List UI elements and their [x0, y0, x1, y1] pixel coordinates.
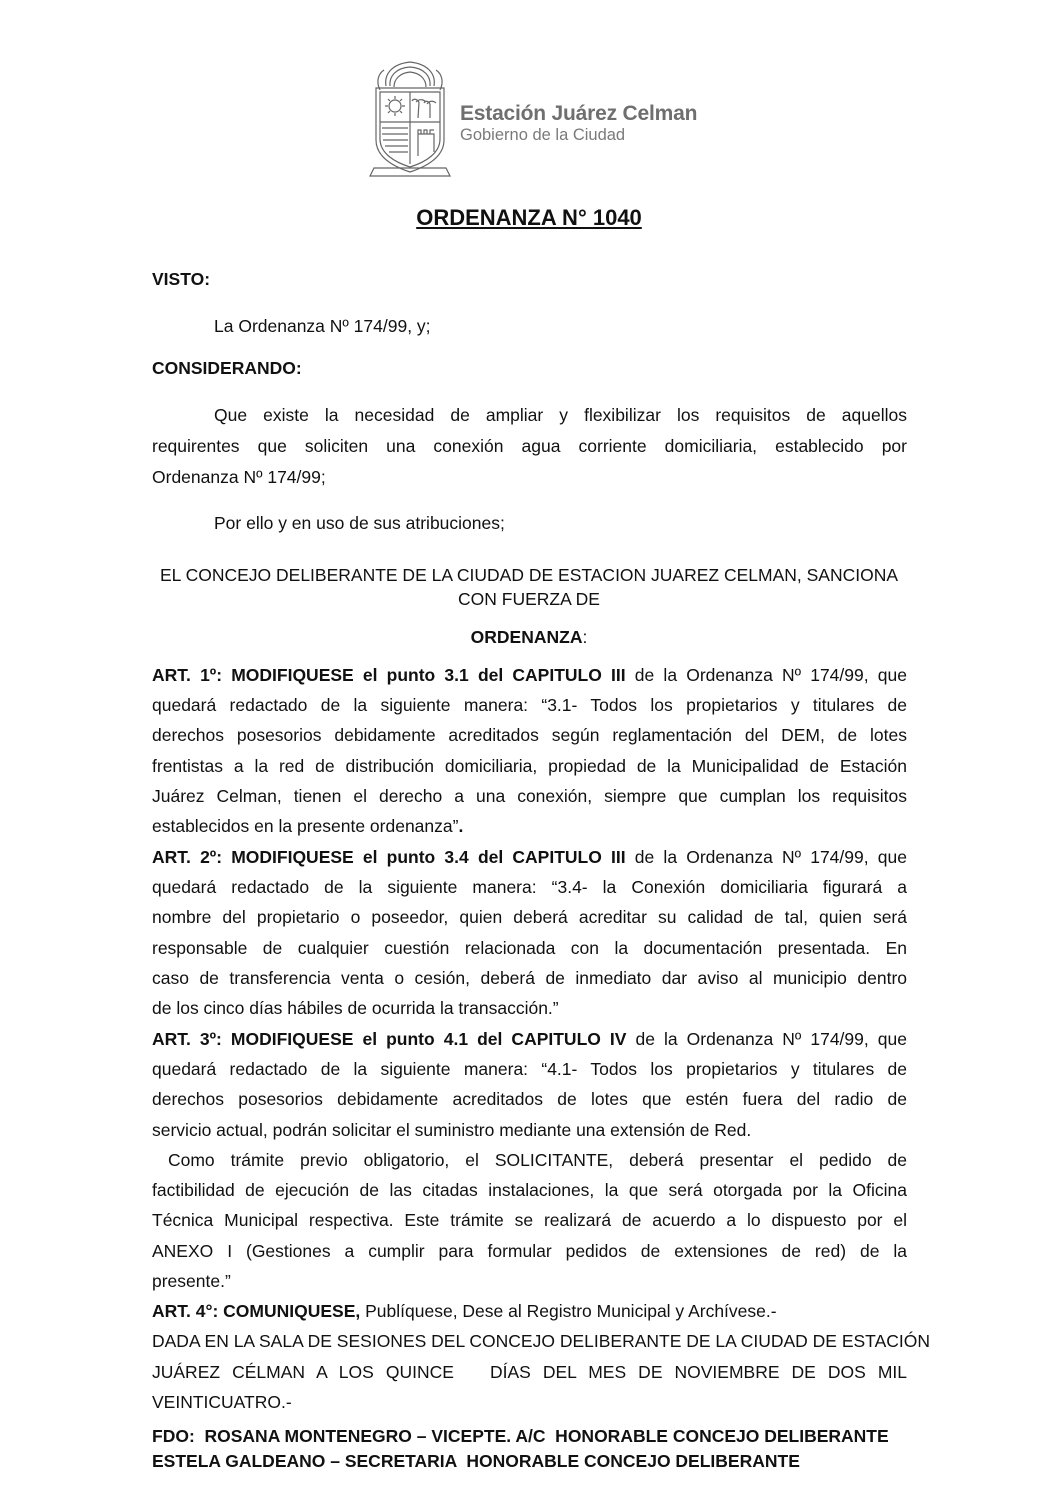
art1-last-bold: .	[458, 816, 464, 836]
art1-line: Juárez Celman, tienen el derecho a una conexión, siempre que cumplan los requisitos	[152, 786, 907, 806]
considerando-line: Ordenanza Nº 174/99;	[152, 467, 326, 487]
art1-last-line: establecidos en la presente ordenanza”	[152, 816, 459, 836]
dada-line: VEINTICUATRO.-	[152, 1392, 292, 1412]
art2-line	[152, 842, 907, 873]
art3-line: Como trámite previo obligatorio, el SOLICITANTE, deberá presentar el pedido de	[152, 1150, 907, 1170]
dada-line: DADA EN LA SALA DE SESIONES DEL CONCEJO DELIBERANTE DE LA CIUDAD DE ESTACIÓN	[152, 1331, 930, 1351]
art3-line: derechos posesorios debidamente acreditados de lotes que estén fuera del radio de	[152, 1089, 907, 1109]
city-seal-icon	[366, 56, 454, 180]
ordenanza-heading	[0, 622, 1058, 653]
dada-line: JUÁREZ CÉLMAN A LOS QUINCE DÍAS DEL MES DE NOVIEMBRE DE DOS MIL	[152, 1362, 907, 1382]
art3-line: servicio actual, podrán solicitar el suministro mediante una extensión de Red.	[152, 1120, 752, 1140]
art2-line: nombre del propietario o poseedor, quien deberá acreditar su calidad de tal, quien será	[152, 907, 907, 927]
art3-line: factibilidad de ejecución de las citadas instalaciones, la que será otorgada por la Oficina	[152, 1180, 907, 1200]
letterhead	[366, 56, 746, 186]
art3-first-rest: de la Ordenanza Nº 174/99, que	[626, 1029, 907, 1049]
signature-line: ESTELA GALDEANO – SECRETARIA HONORABLE CONCEJO DELIBERANTE	[152, 1451, 800, 1471]
art3-line: presente.”	[152, 1271, 231, 1291]
art3-line	[152, 1024, 907, 1055]
ordenanza-heading-text: ORDENANZA	[470, 627, 583, 647]
org-subtitle: Gobierno de la Ciudad	[460, 126, 626, 144]
document-title: ORDENANZA N° 1040	[416, 205, 642, 230]
considerando-line: Que existe la necesidad de ampliar y flexibilizar los requisitos de aquellos	[214, 405, 907, 425]
art2-line: de los cinco días hábiles de ocurrida la transacción.”	[152, 998, 559, 1018]
art4-rest: Publíquese, Dese al Registro Municipal y Archívese.-	[360, 1301, 777, 1321]
por-ello-text: Por ello y en uso de sus atribuciones;	[214, 513, 505, 533]
art2-label: ART. 2º: MODIFIQUESE el punto 3.4 del CAPITULO III	[152, 847, 626, 867]
signature-line: FDO: ROSANA MONTENEGRO – VICEPTE. A/C HONORABLE CONCEJO DELIBERANTE	[152, 1426, 889, 1446]
council-line: CON FUERZA DE	[458, 589, 600, 609]
ordenanza-colon: :	[582, 627, 588, 647]
art2-line: responsable de cualquier cuestión relacionada con la documentación presentada. En	[152, 938, 907, 958]
art2-first-rest: de la Ordenanza Nº 174/99, que	[625, 847, 907, 867]
art1-line: quedará redactado de la siguiente manera: “3.1- Todos los propietarios y titulares de	[152, 695, 907, 715]
art1-line	[152, 811, 907, 842]
visto-text: La Ordenanza Nº 174/99, y;	[214, 316, 431, 336]
org-name: Estación Juárez Celman	[460, 102, 698, 125]
considerando-line: requirentes que soliciten una conexión agua corriente domiciliaria, establecido por	[152, 436, 907, 456]
art1-line: frentistas a la red de distribución domiciliaria, propiedad de la Municipalidad de Estación	[152, 756, 907, 776]
art2-line: caso de transferencia venta o cesión, deberá de inmediato dar aviso al municipio dentro	[152, 968, 907, 988]
art4-label: ART. 4°: COMUNIQUESE,	[152, 1301, 361, 1321]
art3-line: quedará redactado de la siguiente manera: “4.1- Todos los propietarios y titulares de	[152, 1059, 907, 1079]
art3-label: ART. 3º: MODIFIQUESE el punto 4.1 del CAPITULO IV	[152, 1029, 627, 1049]
art4-line	[152, 1296, 777, 1327]
visto-heading: VISTO:	[152, 269, 211, 289]
considerando-heading: CONSIDERANDO:	[152, 358, 302, 378]
art1-label: ART. 1º: MODIFIQUESE el punto 3.1 del CAPITULO III	[152, 665, 626, 685]
art1-first-rest: de la Ordenanza Nº 174/99, que	[625, 665, 907, 685]
art2-line: quedará redactado de la siguiente manera: “3.4- la Conexión domiciliaria figurará a	[152, 877, 907, 897]
art3-line: ANEXO I (Gestiones a cumplir para formular pedidos de extensiones de red) de la	[152, 1241, 907, 1261]
council-line: EL CONCEJO DELIBERANTE DE LA CIUDAD DE ESTACION JUAREZ CELMAN, SANCIONA	[159, 565, 899, 585]
art1-line	[152, 660, 907, 691]
art3-line: Técnica Municipal respectiva. Este trámite se realizará de acuerdo a lo dispuesto por el	[152, 1210, 907, 1230]
art1-line: derechos posesorios debidamente acreditados según reglamentación del DEM, de lotes	[152, 725, 907, 745]
